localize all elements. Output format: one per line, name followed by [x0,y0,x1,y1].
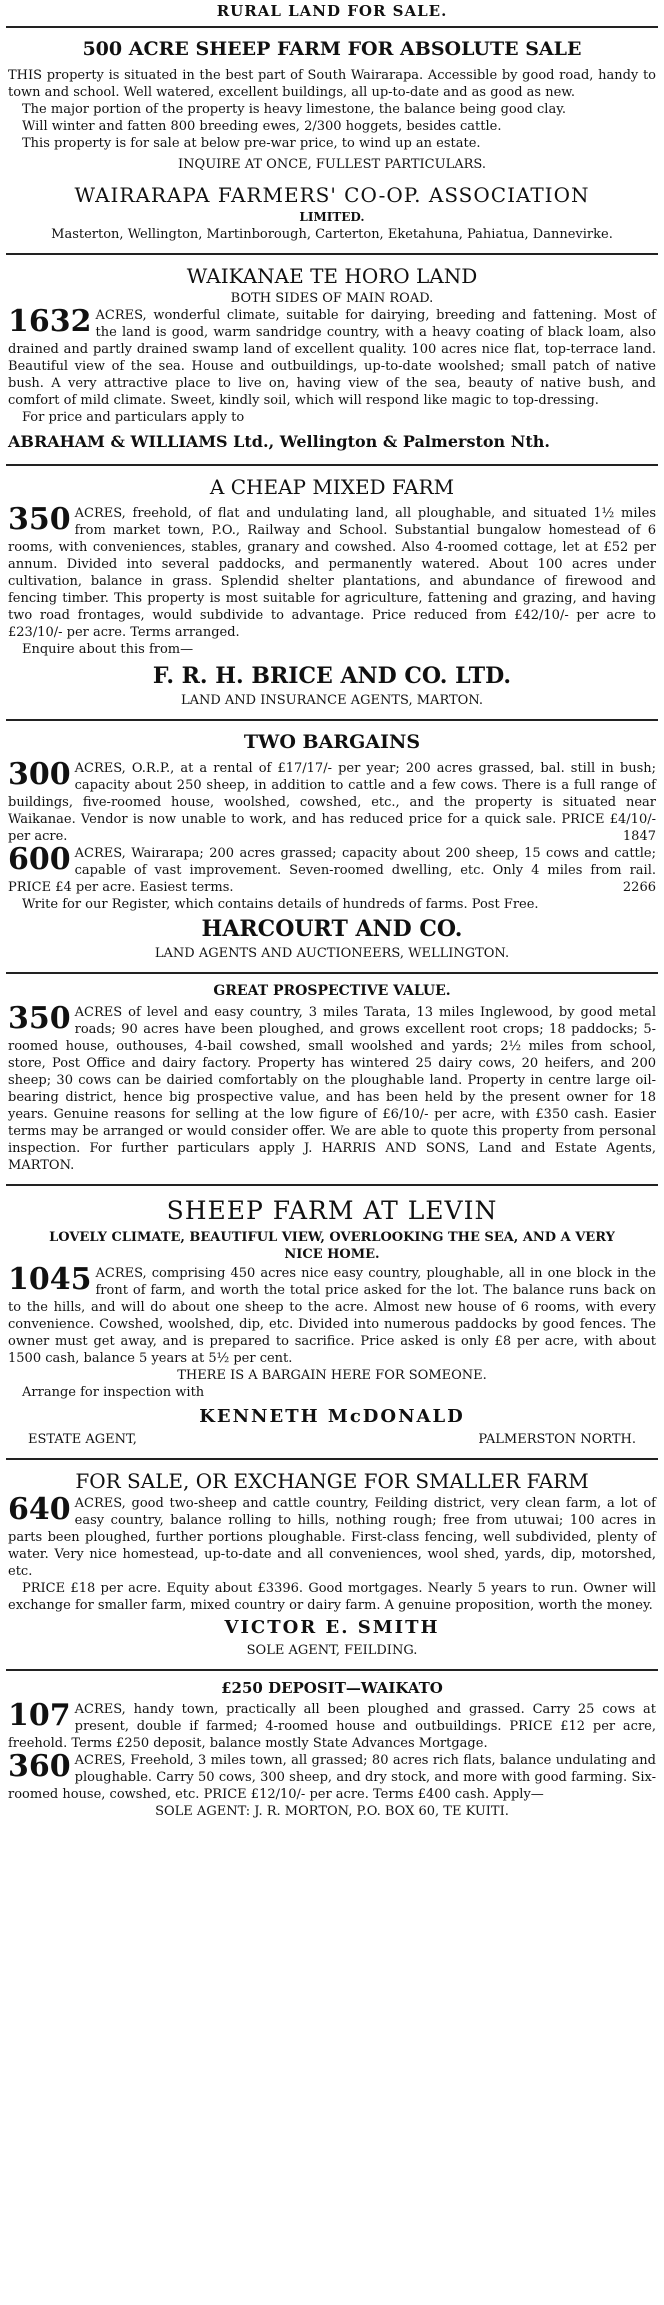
acreage-number: 300 [8,757,71,792]
ad-headline: TWO BARGAINS [243,731,421,753]
divider [6,972,658,974]
ad-great-prospective-value [6,978,658,1180]
ad-price: PRICE £18 per acre. Equity about £3396. Good mortgages. Nearly 5 years to run. Owner will exchange for smaller farm, mixed country or dairy farm. A genuine proposition, worth the money. [8,1581,656,1613]
acreage-number: 350 [8,1001,71,1036]
agent-role: ESTATE AGENT, [28,1432,137,1447]
ad-two-bargains [6,725,658,968]
ad-waikato-deposit [6,1675,658,1826]
ad-paragraph: This property is for sale at below pre-war price, to wind up an estate. [22,136,481,151]
ad-paragraph: ACRES, wonderful climate, suitable for dairying, breeding and fattening. Most of the land is good, warm sandridge country, with a heavy coating of black loam, also drained and partly drained swamp land of excellent quality. 100 acres nice flat, top-terrace land. Beautiful view of the sea. House and outbuildings, up-to-date woolshed; small patch of native bush. A very attractive place to live on, having view of the sea, beauty of native bush, and comfort of mild climate. Sweet, kindly soil, which will respond like magic to top-dressing. [8,308,656,408]
listing-text: ACRES, Wairarapa; 200 acres grassed; capacity about 200 sheep, 15 cows and cattle; capable of vast improvement. Seven-roomed dwelling, etc. Only 4 miles from rail. PRICE £4 per acre. Easiest terms. [8,846,656,895]
divider [6,26,658,28]
acreage-number: 360 [8,1749,71,1784]
ad-cheap-mixed-farm [6,470,658,715]
ad-enquire: Enquire about this from— [22,642,194,657]
agent-limited: LIMITED. [299,210,365,224]
agent-name: WAIRARAPA FARMERS' CO-OP. ASSOCIATION [74,183,590,207]
ad-headline: SHEEP FARM AT LEVIN [166,1196,498,1225]
ad-sale-or-exchange [6,1464,658,1665]
agent-name: HARCOURT AND CO. [201,916,463,942]
ad-subheadline: BOTH SIDES OF MAIN ROAD. [230,291,434,306]
agent-name: F. R. H. BRICE AND CO. LTD. [152,663,512,689]
ad-paragraph [8,842,656,896]
divider [6,1184,658,1186]
ad-paragraph: THIS property is situated in the best part of South Wairarapa. Accessible by good road, handy to town and school. Well watered, excellent buildings, all up-to-date and as good as new. [8,68,656,100]
ad-paragraph: The major portion of the property is heavy limestone, the balance being good clay. [22,102,566,117]
acreage-number: 1632 [8,304,92,339]
ad-headline: 500 ACRE SHEEP FARM FOR ABSOLUTE SALE [82,38,582,60]
ad-headline: GREAT PROSPECTIVE VALUE. [213,983,451,999]
acreage-number: 600 [8,842,71,877]
agent-description: SOLE AGENT, FEILDING. [246,1643,418,1658]
agent-location: PALMERSTON NORTH. [478,1432,636,1447]
section-title: RURAL LAND FOR SALE. [216,2,448,20]
acreage-number: 350 [8,502,71,537]
acreage-number: 107 [8,1698,71,1733]
ad-paragraph [8,757,656,845]
agent-name: SOLE AGENT: J. R. MORTON, P.O. BOX 60, TE KUITI. [155,1804,509,1819]
ad-inquire: INQUIRE AT ONCE, FULLEST PARTICULARS. [178,157,486,172]
acreage-number: 1045 [8,1262,92,1297]
acreage-number: 640 [8,1492,71,1527]
ad-paragraph: ACRES, good two-sheep and cattle country, Feilding district, very clean farm, a lot of easy country, balance rolling to hills, nothing rough; free from utuwai; 100 acres in parts been ploughed, further portions ploughable. First-class fencing, well subdivided, plenty of water. Very nice homestead, up-to-date and all conveniences, wool shed, yards, dip, motorshed, etc. [8,1496,656,1579]
ad-bargain-note: THERE IS A BARGAIN HERE FOR SOMEONE. [177,1368,487,1383]
ad-paragraph: Will winter and fatten 800 breeding ewes, 2/300 hoggets, besides cattle. [22,119,502,134]
listing-text: ACRES, O.R.P., at a rental of £17/17/- per year; 200 acres grassed, bal. still in bush; capacity about 250 sheep, in addition to cattle and a few cows. There is a full range of buildings, five-roomed house, woolshed, cowshed, etc., and the property is situated near Waikanae. Vendor is now unable to work, and has reduced price for a quick sale. PRICE £4/10/- per acre. [8,761,656,844]
divider [6,464,658,466]
agent-name: VICTOR E. SMITH [224,1617,440,1638]
listing-reference: 2266 [622,880,656,895]
agent-name: ABRAHAM & WILLIAMS Ltd., Wellington & Palmerston Nth. [8,432,550,451]
ad-arrange: Arrange for inspection with [22,1385,205,1400]
divider [6,719,658,721]
ad-paragraph: ACRES, Freehold, 3 miles town, all grassed; 80 acres rich flats, balance undulating and ploughable. Carry 50 cows, 300 sheep, and dry stock, and more with good farming. Six-roomed house, cowshed, etc. PRICE £12/10/- per acre. Terms £400 cash. Apply— [8,1753,656,1802]
ad-paragraph: ACRES, freehold, of flat and undulating land, all ploughable, and situated 1½ miles from market town, P.O., Railway and School. Substantial bungalow homestead of 6 rooms, with conveniences, stables, granary and cowshed. Also 4-roomed cottage, let at £52 per annum. Divided into several paddocks, and permanently watered. About 100 acres under cultivation, balance in grass. Splendid shelter plantations, and abundance of firewood and fencing timber. This property is most suitable for agriculture, fattening and grazing, and having two road frontages, would subdivide to advantage. Price reduced from £42/10/- per acre to £23/10/- per acre. Terms arranged. [8,506,656,640]
divider [6,1669,658,1671]
divider [6,253,658,255]
ad-paragraph: ACRES of level and easy country, 3 miles Tarata, 13 miles Inglewood, by good metal roads; 90 acres have been ploughed, and grows excellent root crops; 18 paddocks; 5-roomed house, outhouses, 4-bail cowshed, small woolshed and yards; 2½ miles from school, store, Post Office and dairy factory. Property has wintered 25 dairy cows, 20 heifers, and 200 sheep; 30 cows can be dairied comfortably on the ploughable land. Property in centre large oil-bearing district, hence big prospective value, and has been held by the present owner for 18 years. Genuine reasons for selling at the low figure of £6/10/- per acre, with £350 cash. Easier terms may be arranged or would consider offer. We are able to quote this property from personal inspection. For further particulars apply J. HARRIS AND SONS, Land and Estate Agents, MARTON. [8,1005,656,1173]
agent-name: KENNETH McDONALD [199,1406,465,1427]
ad-paragraph: ACRES, comprising 450 acres nice easy country, ploughable, all in one block in the front of farm, and worth the total price asked for the lot. The balance runs back on to the hills, and will do about one sheep to the acre. Almost new house of 6 rooms, with every convenience. Cowshed, woolshed, dip, etc. Divided into numerous paddocks by good fences. The owner must get away, and is prepared to sacrifice. Price asked is only £8 per acre, with about 1500 cash, balance 5 years at 5½ per cent. [8,1266,656,1366]
ad-paragraph: ACRES, handy town, practically all been ploughed and grassed. Carry 25 cows at present, double if farmed; 4-roomed house and outbuildings. PRICE £12 per acre, freehold. Terms £250 deposit, balance mostly State Advances Mortgage. [8,1702,656,1751]
agent-description: LAND AND INSURANCE AGENTS, MARTON. [180,693,484,708]
ad-register: Write for our Register, which contains details of hundreds of farms. Post Free. [22,897,539,912]
ad-headline: A CHEAP MIXED FARM [209,475,455,499]
ad-headline: WAIKANAE TE HORO LAND [186,264,478,288]
agent-locations: Masterton, Wellington, Martinborough, Carterton, Eketahuna, Pahiatua, Dannevirke. [51,227,613,242]
ad-waikanae-te-horo [6,259,658,460]
agent-description: LAND AGENTS AND AUCTIONEERS, WELLINGTON. [154,946,510,961]
ad-headline: £250 DEPOSIT—WAIKATO [221,1679,443,1697]
listing-reference: 1847 [622,829,656,844]
ad-sheep-farm-500 [6,32,658,249]
ad-apply: For price and particulars apply to [22,410,245,425]
ad-subheadline: LOVELY CLIMATE, BEAUTIFUL VIEW, OVERLOOKING THE SEA, AND A VERY NICE HOME. [49,1230,615,1262]
divider [6,1458,658,1460]
ad-headline: FOR SALE, OR EXCHANGE FOR SMALLER FARM [75,1469,589,1493]
ad-sheep-farm-levin [6,1190,658,1454]
